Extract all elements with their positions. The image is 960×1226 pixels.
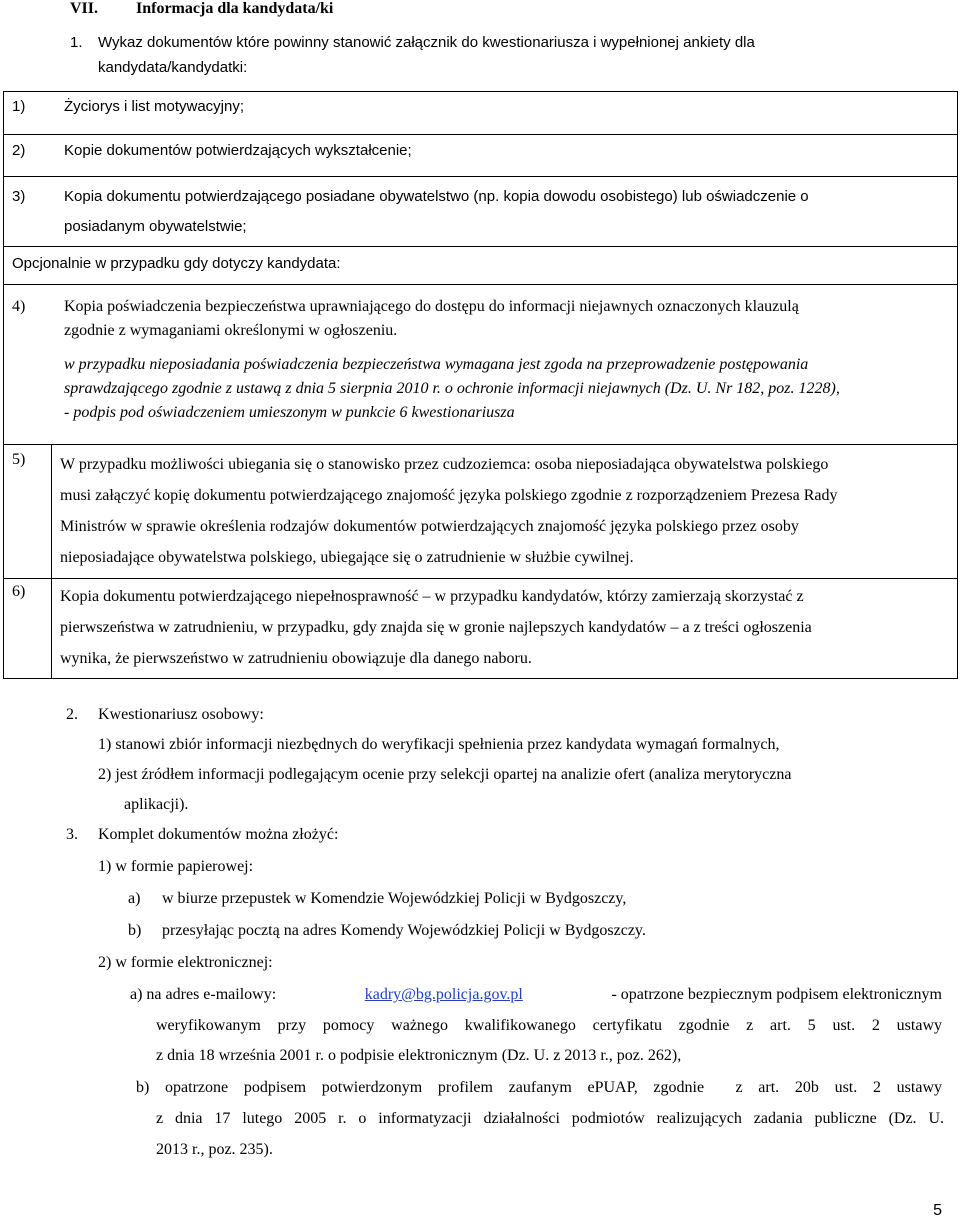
paper-form-title: 1) w formie papierowej: — [98, 858, 254, 875]
section-2-title-text: Kwestionariusz osobowy: — [98, 706, 264, 723]
section-2-item-2-line-1: 2) jest źródłem informacji podlegającym ocenie przy selekcji opartej na analizie ofert (analiza merytoryczna — [98, 766, 792, 783]
row-note-line-1: w przypadku nieposiadania poświadczenia bezpieczeństwa wymagana jest zgoda na przeprowadzenie postępowania — [64, 356, 809, 373]
paper-form-item-b — [128, 922, 646, 940]
table-row — [4, 92, 958, 135]
list-item — [4, 177, 957, 246]
row-text-line-2: musi załączyć kopię dokumentu potwierdzającego znajomość języka polskiego zgodnie z rozporządzeniem Prezesa Rady — [60, 487, 838, 504]
row-number: 2) — [12, 142, 26, 159]
row-text: Życiorys i list motywacyjny; — [64, 98, 245, 115]
electronic-item-a-line-1 — [130, 986, 942, 1004]
intro-line-1: Wykaz dokumentów które powinny stanowić załącznik do kwestionariusza i wypełnionej ankiety dla — [98, 34, 755, 51]
table-row — [4, 285, 958, 445]
section-2-number: 2. — [66, 706, 78, 723]
table-row — [4, 445, 958, 579]
email-link[interactable]: kadry@bg.policja.gov.pl — [364, 986, 523, 1003]
optional-note: Opcjonalnie w przypadku gdy dotyczy kandydata: — [12, 255, 341, 272]
list-item — [4, 285, 957, 433]
page-number: 5 — [933, 1202, 942, 1219]
section-heading — [70, 0, 333, 18]
table-row — [4, 135, 958, 177]
list-item — [4, 92, 957, 121]
row-text-line-3: wynika, że pierwszeństwo w zatrudnieniu obowiązuje dla danego naboru. — [60, 650, 532, 667]
row-note-line-2: sprawdzającego zgodnie z ustawą z dnia 5 sierpnia 2010 r. o ochronie informacji niejawnych (Dz. U. Nr 182, poz. 1228), — [64, 380, 840, 397]
intro-paragraph — [70, 30, 940, 80]
table-row — [4, 177, 958, 247]
electronic-item-b-line-2: z dnia 17 lutego 2005 r. o informatyzacji działalności podmiotów realizujących zadania publiczne (Dz. U. — [156, 1110, 944, 1127]
paper-form-item-b-text: przesyłając pocztą na adres Komendy Wojewódzkiej Policji w Bydgoszczy. — [162, 922, 646, 939]
section-3-title-text: Komplet dokumentów można złożyć: — [98, 826, 339, 843]
row-text-line-3: Ministrów w sprawie określenia rodzajów dokumentów potwierdzających znajomość języka polskiego przez osoby — [60, 518, 799, 535]
row-number: 1) — [12, 98, 26, 115]
paper-form-item-a — [128, 890, 626, 908]
row-text-line-1: Kopia dokumentu potwierdzającego niepełnosprawność – w przypadku kandydatów, którzy zamierzają skorzystać z — [60, 588, 804, 605]
paper-form-item-a-text: w biurze przepustek w Komendzie Wojewódzkiej Policji w Bydgoszczy, — [162, 890, 627, 907]
electronic-item-a-line-3: z dnia 18 września 2001 r. o podpisie elektronicznym (Dz. U. z 2013 r., poz. 262), — [156, 1047, 682, 1064]
electronic-item-a-suffix: - opatrzone bezpiecznym podpisem elektronicznym — [611, 986, 942, 1003]
row-text-line-2: zgodnie z wymaganiami określonymi w ogłoszeniu. — [64, 322, 398, 339]
electronic-item-a-line-2: weryfikowanym przy pomocy ważnego kwalifikowanego certyfikatu zgodnie z art. 5 ust. 2 ustawy — [156, 1017, 942, 1034]
section-3-title — [66, 826, 338, 844]
intro-number: 1. — [70, 34, 83, 51]
section-2-item-1: 1) stanowi zbiór informacji niezbędnych do weryfikacji spełnienia przez kandydata wymagań formalnych, — [98, 736, 780, 753]
section-2-title — [66, 706, 264, 724]
paper-form-item-b-label: b) — [128, 922, 142, 939]
row-text-line-2: posiadanym obywatelstwie; — [64, 218, 247, 235]
list-item — [4, 135, 957, 166]
heading-number: VII. — [70, 0, 99, 17]
row-number: 4) — [12, 298, 26, 315]
section-2-item-2-line-2: aplikacji). — [124, 796, 189, 813]
table-row — [4, 247, 958, 285]
row-number: 3) — [12, 188, 26, 205]
electronic-item-b-line-3: 2013 r., poz. 235). — [156, 1141, 273, 1158]
list-item — [52, 579, 957, 678]
table-row — [4, 579, 958, 679]
row-number: 5) — [12, 451, 26, 468]
paper-form-item-a-label: a) — [128, 890, 141, 907]
documents-table — [3, 91, 958, 679]
row-text: Kopie dokumentów potwierdzających wykształcenie; — [64, 142, 412, 159]
intro-line-2: kandydata/kandydatki: — [98, 59, 248, 76]
list-item — [52, 445, 957, 577]
row-text-line-2: pierwszeństwa w zatrudnieniu, w przypadku, gdy znajda się w gronie najlepszych kandydatów – a z treści ogłoszenia — [60, 619, 812, 636]
row-text-line-1: W przypadku możliwości ubiegania się o stanowisko przez cudzoziemca: osoba nieposiadająca obywatelstwa polskiego — [60, 456, 829, 473]
electronic-item-a-prefix: a) na adres e-mailowy: — [130, 986, 277, 1003]
row-number: 6) — [12, 583, 26, 600]
electronic-item-b-line-1: b) opatrzone podpisem potwierdzonym profilem zaufanym ePUAP, zgodnie z art. 20b ust. 2 ustawy — [136, 1079, 942, 1096]
section-3-number: 3. — [66, 826, 78, 843]
heading-title: Informacja dla kandydata/ki — [136, 0, 334, 17]
electronic-form-title: 2) w formie elektronicznej: — [98, 954, 273, 971]
row-note-line-3: - podpis pod oświadczeniem umieszonym w punkcie 6 kwestionariusza — [64, 404, 515, 421]
row-text-line-4: nieposiadające obywatelstwa polskiego, ubiegające się o zatrudnienie w służbie cywilnej. — [60, 549, 634, 566]
row-text-line-1: Kopia poświadczenia bezpieczeństwa uprawniającego do dostępu do informacji niejawnych oznaczonych klauzulą — [64, 298, 799, 315]
row-text-line-1: Kopia dokumentu potwierdzającego posiadane obywatelstwo (np. kopia dowodu osobistego) lub oświadczenie o — [64, 188, 809, 205]
